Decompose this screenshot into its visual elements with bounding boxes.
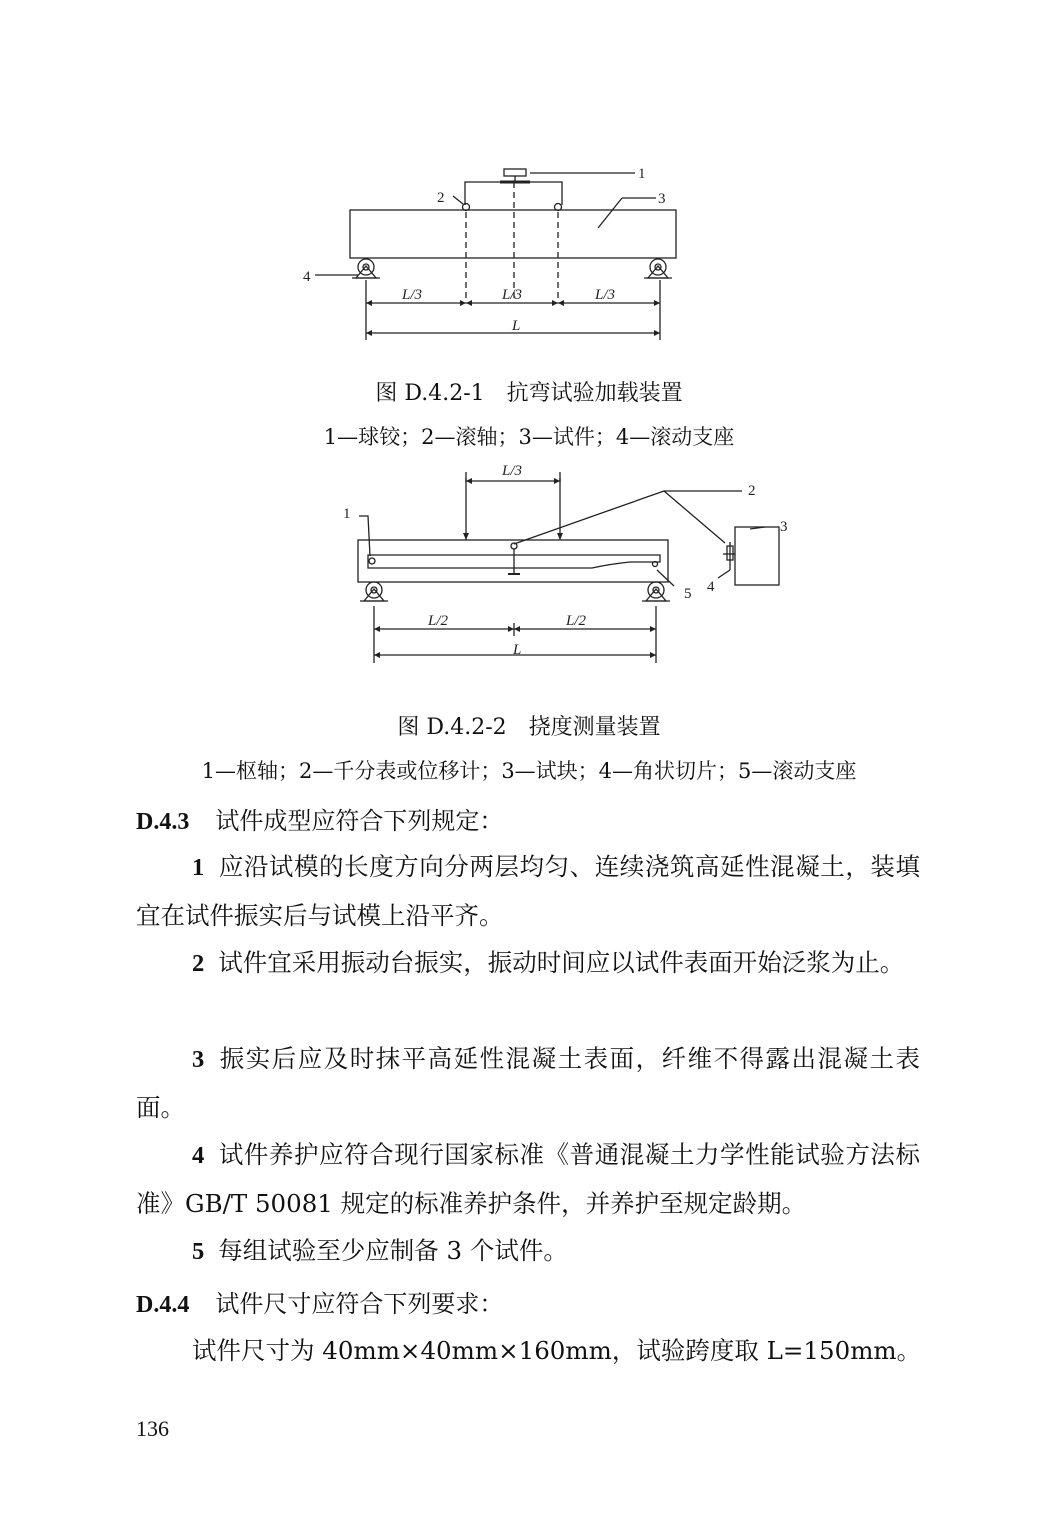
label-3: 3 (658, 191, 666, 207)
dim-third: L/3 (502, 463, 523, 479)
label-2: 2 (437, 190, 445, 206)
item-number: 1 (192, 854, 205, 881)
label-4: 4 (707, 579, 715, 595)
item-number: 2 (192, 950, 205, 977)
support-right (642, 582, 670, 601)
list-item (136, 1035, 920, 1132)
figure-deflection-measurement (330, 458, 800, 668)
item-text: 试件宜采用振动台振实，振动时间应以试件表面开始泛浆为止。 (218, 948, 905, 977)
figure-bending-test-setup (290, 160, 710, 345)
label-1: 1 (638, 166, 646, 182)
dim-span: L (512, 318, 521, 334)
label-3: 3 (780, 519, 788, 535)
dim-third-left: L/3 (402, 287, 423, 303)
item-text: 每组试验至少应制备 3 个试件。 (218, 1236, 568, 1265)
item-number: 4 (192, 1142, 205, 1169)
dim-half-right: L/2 (566, 613, 587, 629)
list-item (136, 1227, 920, 1276)
figure1-legend: 1—球铰；2—滚轴；3—试件；4—滚动支座 (323, 425, 735, 449)
dim-half-left: L/2 (428, 613, 449, 629)
list-item (136, 939, 920, 988)
gauge-box (735, 527, 779, 585)
section-title: 试件尺寸应符合下列要求： (215, 1290, 504, 1318)
item-text: 应沿试模的长度方向分两层均匀、连续浇筑高延性混凝土，装填宜在试件振实后与试模上沿平齐。 (136, 852, 920, 930)
specimen-size-text: 试件尺寸为 40mm×40mm×160mm，试验跨度取 L=150mm。 (192, 1336, 922, 1365)
item-text: 振实后应及时抹平高延性混凝土表面，纤维不得露出混凝土表面。 (136, 1044, 920, 1122)
page-number: 136 (136, 1416, 169, 1441)
section-title: 试件成型应符合下列规定： (215, 807, 504, 835)
figure1-caption: 图 D.4.2-1 抗弯试验加载装置 (375, 381, 683, 406)
section-number: D.4.3 (136, 809, 190, 835)
label-4: 4 (303, 269, 311, 285)
dim-span: L (513, 642, 522, 658)
label-2: 2 (748, 483, 756, 499)
test-block (358, 540, 668, 582)
section-d43-heading (136, 801, 503, 836)
label-5: 5 (684, 586, 692, 602)
figure2-caption: 图 D.4.2-2 挠度测量装置 (397, 715, 661, 740)
figure2-legend: 1—枢轴；2—千分表或位移计；3—试块；4—角状切片；5—滚动支座 (201, 759, 857, 783)
list-item (136, 1131, 920, 1228)
label-1: 1 (343, 506, 351, 522)
item-number: 3 (192, 1046, 205, 1073)
dim-third-right: L/3 (595, 287, 616, 303)
dim-third-middle: L/3 (502, 287, 523, 303)
specimen-beam (350, 210, 676, 258)
list-item (136, 843, 920, 940)
support-right (644, 259, 672, 278)
item-number: 5 (192, 1238, 205, 1265)
section-d44-heading (136, 1284, 503, 1319)
support-left (360, 582, 388, 601)
section-number: D.4.4 (136, 1292, 190, 1318)
item-text: 试件养护应符合现行国家标准《普通混凝土力学性能试验方法标准》GB/T 50081 规定的标准养护条件，并养护至规定龄期。 (136, 1140, 920, 1218)
